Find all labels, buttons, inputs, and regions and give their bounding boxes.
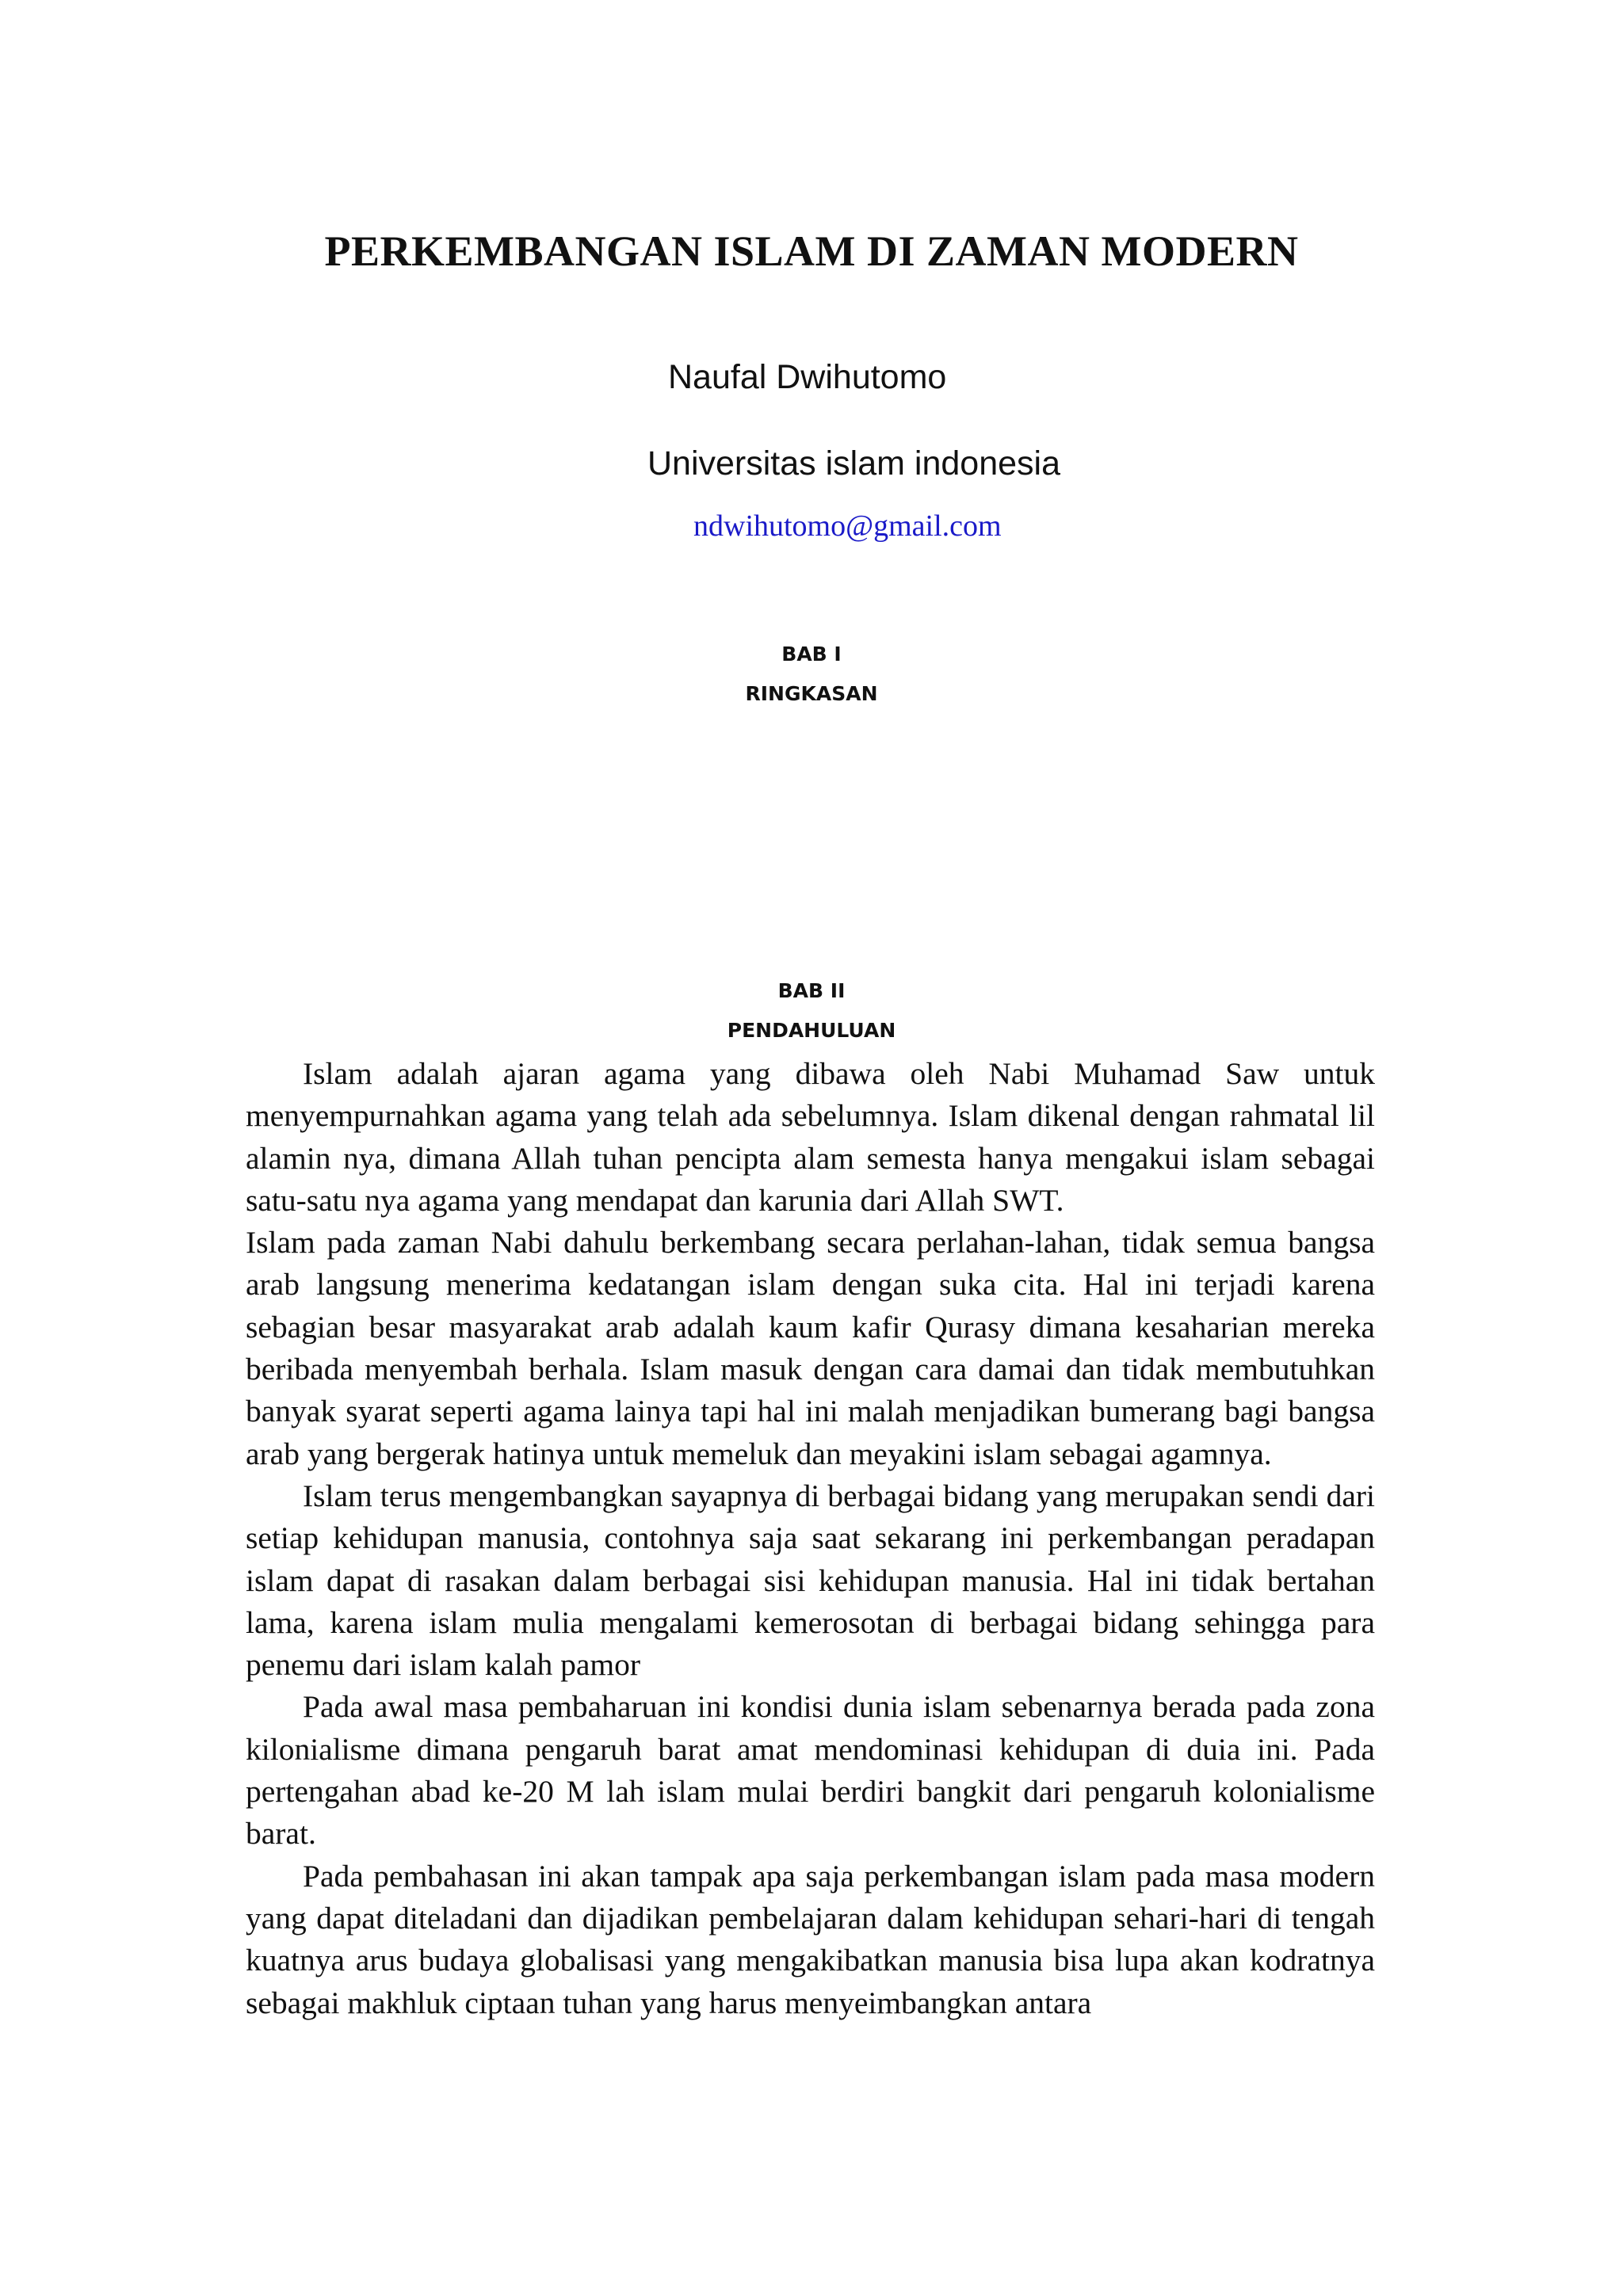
chapter-number: BAB I [781, 643, 842, 666]
body-paragraph: Pada awal masa pembaharuan ini kondisi dunia islam sebenarnya berada pada zona kilonialisme dimana pengaruh barat amat mendominasi kehidupan di duia ini. Pada pertengahan abad ke-20 M lah islam mulai berdiri bangkit dari pengaruh kolonialisme barat. [246, 1689, 1375, 1852]
chapter-heading-bab-2 [0, 971, 1623, 1051]
author-email: ndwihutomo@gmail.com [693, 509, 1002, 543]
chapter-heading-bab-1 [0, 635, 1623, 714]
paper-title: PERKEMBANGAN ISLAM DI ZAMAN MODERN [324, 227, 1299, 275]
chapter-number: BAB II [777, 979, 846, 1002]
chapter-title: RINGKASAN [745, 682, 878, 705]
introduction-body [246, 1053, 1375, 2024]
body-paragraph: Pada pembahasan ini akan tampak apa saja perkembangan islam pada masa modern yang dapat diteladani dan dijadikan pembelajaran dalam kehidupan sehari-hari di tengah kuatnya arus budaya globalisasi yang mengakibatkan manusia bisa lupa akan kodratnya sebagai makhluk ciptaan tuhan yang harus menyeimbangkan antara [246, 1858, 1375, 2020]
body-paragraph: Islam adalah ajaran agama yang dibawa oleh Nabi Muhamad Saw untuk menyempurnahkan agama yang telah ada sebelumnya. Islam dikenal dengan rahmatal lil alamin nya, dimana Allah tuhan pencipta alam semesta hanya mengakui islam sebagai satu-satu nya agama yang mendapat dan karunia dari Allah SWT. [246, 1056, 1375, 1218]
chapter-title: PENDAHULUAN [727, 1019, 896, 1042]
body-paragraph: Islam terus mengembangkan sayapnya di berbagai bidang yang merupakan sendi dari setiap kehidupan manusia, contohnya saja saat sekarang ini perkembangan peradapan islam dapat di rasakan dalam berbagai sisi kehidupan manusia. Hal ini tidak bertahan lama, karena islam mulia mengalami kemerosotan di berbagai bidang sehingga para penemu dari islam kalah pamor [246, 1478, 1375, 1683]
author-affiliation: Universitas islam indonesia [647, 444, 1060, 482]
author-name: Naufal Dwihutomo [668, 358, 947, 396]
body-paragraph: Islam pada zaman Nabi dahulu berkembang secara perlahan-lahan, tidak semua bangsa arab langsung menerima kedatangan islam dengan suka cita. Hal ini terjadi karena sebagian besar masyarakat arab adalah kaum kafir Qurasy dimana kesaharian mereka beribada menyembah berhala. Islam masuk dengan cara damai dan tidak membutuhkan banyak syarat seperti agama lainya tapi hal ini malah menjadikan bumerang bagi bangsa arab yang bergerak hatinya untuk memeluk dan meyakini islam sebagai agamnya. [246, 1225, 1375, 1471]
